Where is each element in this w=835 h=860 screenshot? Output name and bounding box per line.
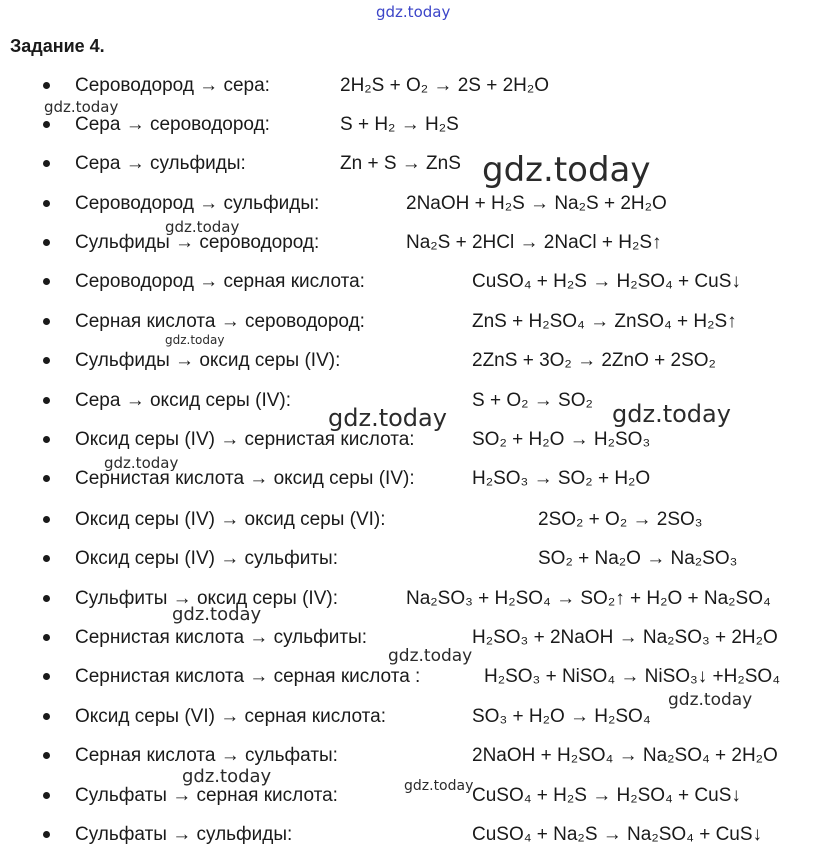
list-item: [0, 270, 835, 296]
watermark: gdz.today: [165, 218, 240, 236]
watermark: gdz.today: [182, 766, 272, 787]
transition-label: Серная кислота → сульфаты:: [75, 745, 338, 766]
list-item: [0, 310, 835, 336]
equation: SO₃ + H₂O → H₂SO₄: [472, 706, 651, 727]
transition-label: Оксид серы (IV) → сульфиты:: [75, 548, 338, 569]
transition-label: Сернистая кислота → сульфиты:: [75, 627, 368, 648]
transition-label: Сероводород → сульфиды:: [75, 193, 320, 214]
equation: 2ZnS + 3O₂ → 2ZnO + 2SO₂: [472, 350, 716, 371]
equation: H₂SO₃ → SO₂ + H₂O: [472, 468, 651, 489]
transition-label: Сульфиды → сероводород:: [75, 232, 320, 253]
bullet-icon: [43, 673, 50, 680]
transition-label: Сернистая кислота → серная кислота :: [75, 666, 421, 687]
transition-label: Сульфиты → оксид серы (IV):: [75, 588, 338, 609]
transition-label: Оксид серы (IV) → оксид серы (VI):: [75, 509, 386, 530]
equation: 2NaOH + H₂S → Na₂S + 2H₂O: [406, 193, 667, 214]
bullet-icon: [43, 318, 50, 325]
list-item: [0, 587, 835, 613]
bullet-icon: [43, 200, 50, 207]
watermark: gdz.today: [328, 404, 447, 432]
bullet-icon: [43, 752, 50, 759]
list-item: [0, 744, 835, 770]
equation: H₂SO₃ + NiSO₄ → NiSO₃↓ +H₂SO₄: [484, 666, 780, 687]
transition-label: Сера → сероводород:: [75, 114, 270, 135]
equation: SO₂ + H₂O → H₂SO₃: [472, 429, 651, 450]
transition-label: Сульфаты → сульфиды:: [75, 824, 293, 845]
bullet-icon: [43, 436, 50, 443]
transition-label: Сероводород → сера:: [75, 75, 270, 96]
bullet-icon: [43, 160, 50, 167]
list-item: [0, 547, 835, 573]
list-item: [0, 74, 835, 100]
equation: H₂SO₃ + 2NaOH → Na₂SO₃ + 2H₂O: [472, 627, 778, 648]
watermark: gdz.today: [104, 454, 179, 472]
equation: S + O₂ → SO₂: [472, 390, 593, 411]
bullet-icon: [43, 239, 50, 246]
watermark: gdz.today: [612, 400, 731, 428]
watermark: gdz.today: [44, 98, 119, 116]
watermark-top: gdz.today: [376, 3, 451, 21]
watermark: gdz.today: [388, 646, 473, 666]
bullet-icon: [43, 516, 50, 523]
transition-label: Оксид серы (VI) → серная кислота:: [75, 706, 386, 727]
watermark: gdz.today: [172, 604, 262, 625]
bullet-icon: [43, 278, 50, 285]
watermark: gdz.today: [482, 150, 651, 190]
equation: SO₂ + Na₂O → Na₂SO₃: [538, 548, 738, 569]
bullet-icon: [43, 121, 50, 128]
equation: S + H₂ → H₂S: [340, 114, 459, 135]
equation: CuSO₄ + Na₂S → Na₂SO₄ + CuS↓: [472, 824, 763, 845]
bullet-icon: [43, 357, 50, 364]
list-item: [0, 349, 835, 375]
transition-label: Сера → сульфиды:: [75, 153, 246, 174]
transition-label: Оксид серы (IV) → сернистая кислота:: [75, 429, 415, 450]
equation: Zn + S → ZnS: [340, 153, 461, 174]
bullet-icon: [43, 595, 50, 602]
bullet-icon: [43, 713, 50, 720]
equation: CuSO₄ + H₂S → H₂SO₄ + CuS↓: [472, 785, 741, 806]
watermark: gdz.today: [404, 778, 474, 794]
watermark: gdz.today: [165, 333, 225, 347]
list-item: [0, 113, 835, 139]
equation: 2H₂S + O₂ → 2S + 2H₂O: [340, 75, 550, 96]
equation: 2SO₂ + O₂ → 2SO₃: [538, 509, 703, 530]
task-title: Задание 4.: [10, 36, 105, 56]
list-item: [0, 508, 835, 534]
bullet-icon: [43, 82, 50, 89]
list-item: [0, 665, 835, 691]
list-item: [0, 823, 835, 849]
bullet-icon: [43, 397, 50, 404]
transition-label: Сера → оксид серы (IV):: [75, 390, 292, 411]
equation: 2NaOH + H₂SO₄ → Na₂SO₄ + 2H₂O: [472, 745, 778, 766]
bullet-icon: [43, 475, 50, 482]
equation: CuSO₄ + H₂S → H₂SO₄ + CuS↓: [472, 271, 741, 292]
bullet-icon: [43, 634, 50, 641]
bullet-icon: [43, 555, 50, 562]
list-item: [0, 152, 835, 178]
list-item: [0, 192, 835, 218]
transition-label: Сульфаты → серная кислота:: [75, 785, 338, 806]
transition-label: Сернистая кислота → оксид серы (IV):: [75, 468, 415, 489]
list-item: [0, 231, 835, 257]
equation: Na₂SO₃ + H₂SO₄ → SO₂↑ + H₂O + Na₂SO₄: [406, 588, 771, 609]
equation: Na₂S + 2HCl → 2NaCl + H₂S↑: [406, 232, 662, 253]
equation: ZnS + H₂SO₄ → ZnSO₄ + H₂S↑: [472, 311, 737, 332]
watermark: gdz.today: [668, 690, 753, 710]
bullet-icon: [43, 792, 50, 799]
bullet-icon: [43, 831, 50, 838]
transition-label: Сульфиды → оксид серы (IV):: [75, 350, 341, 371]
transition-label: Сероводород → серная кислота:: [75, 271, 365, 292]
transition-label: Серная кислота → сероводород:: [75, 311, 365, 332]
